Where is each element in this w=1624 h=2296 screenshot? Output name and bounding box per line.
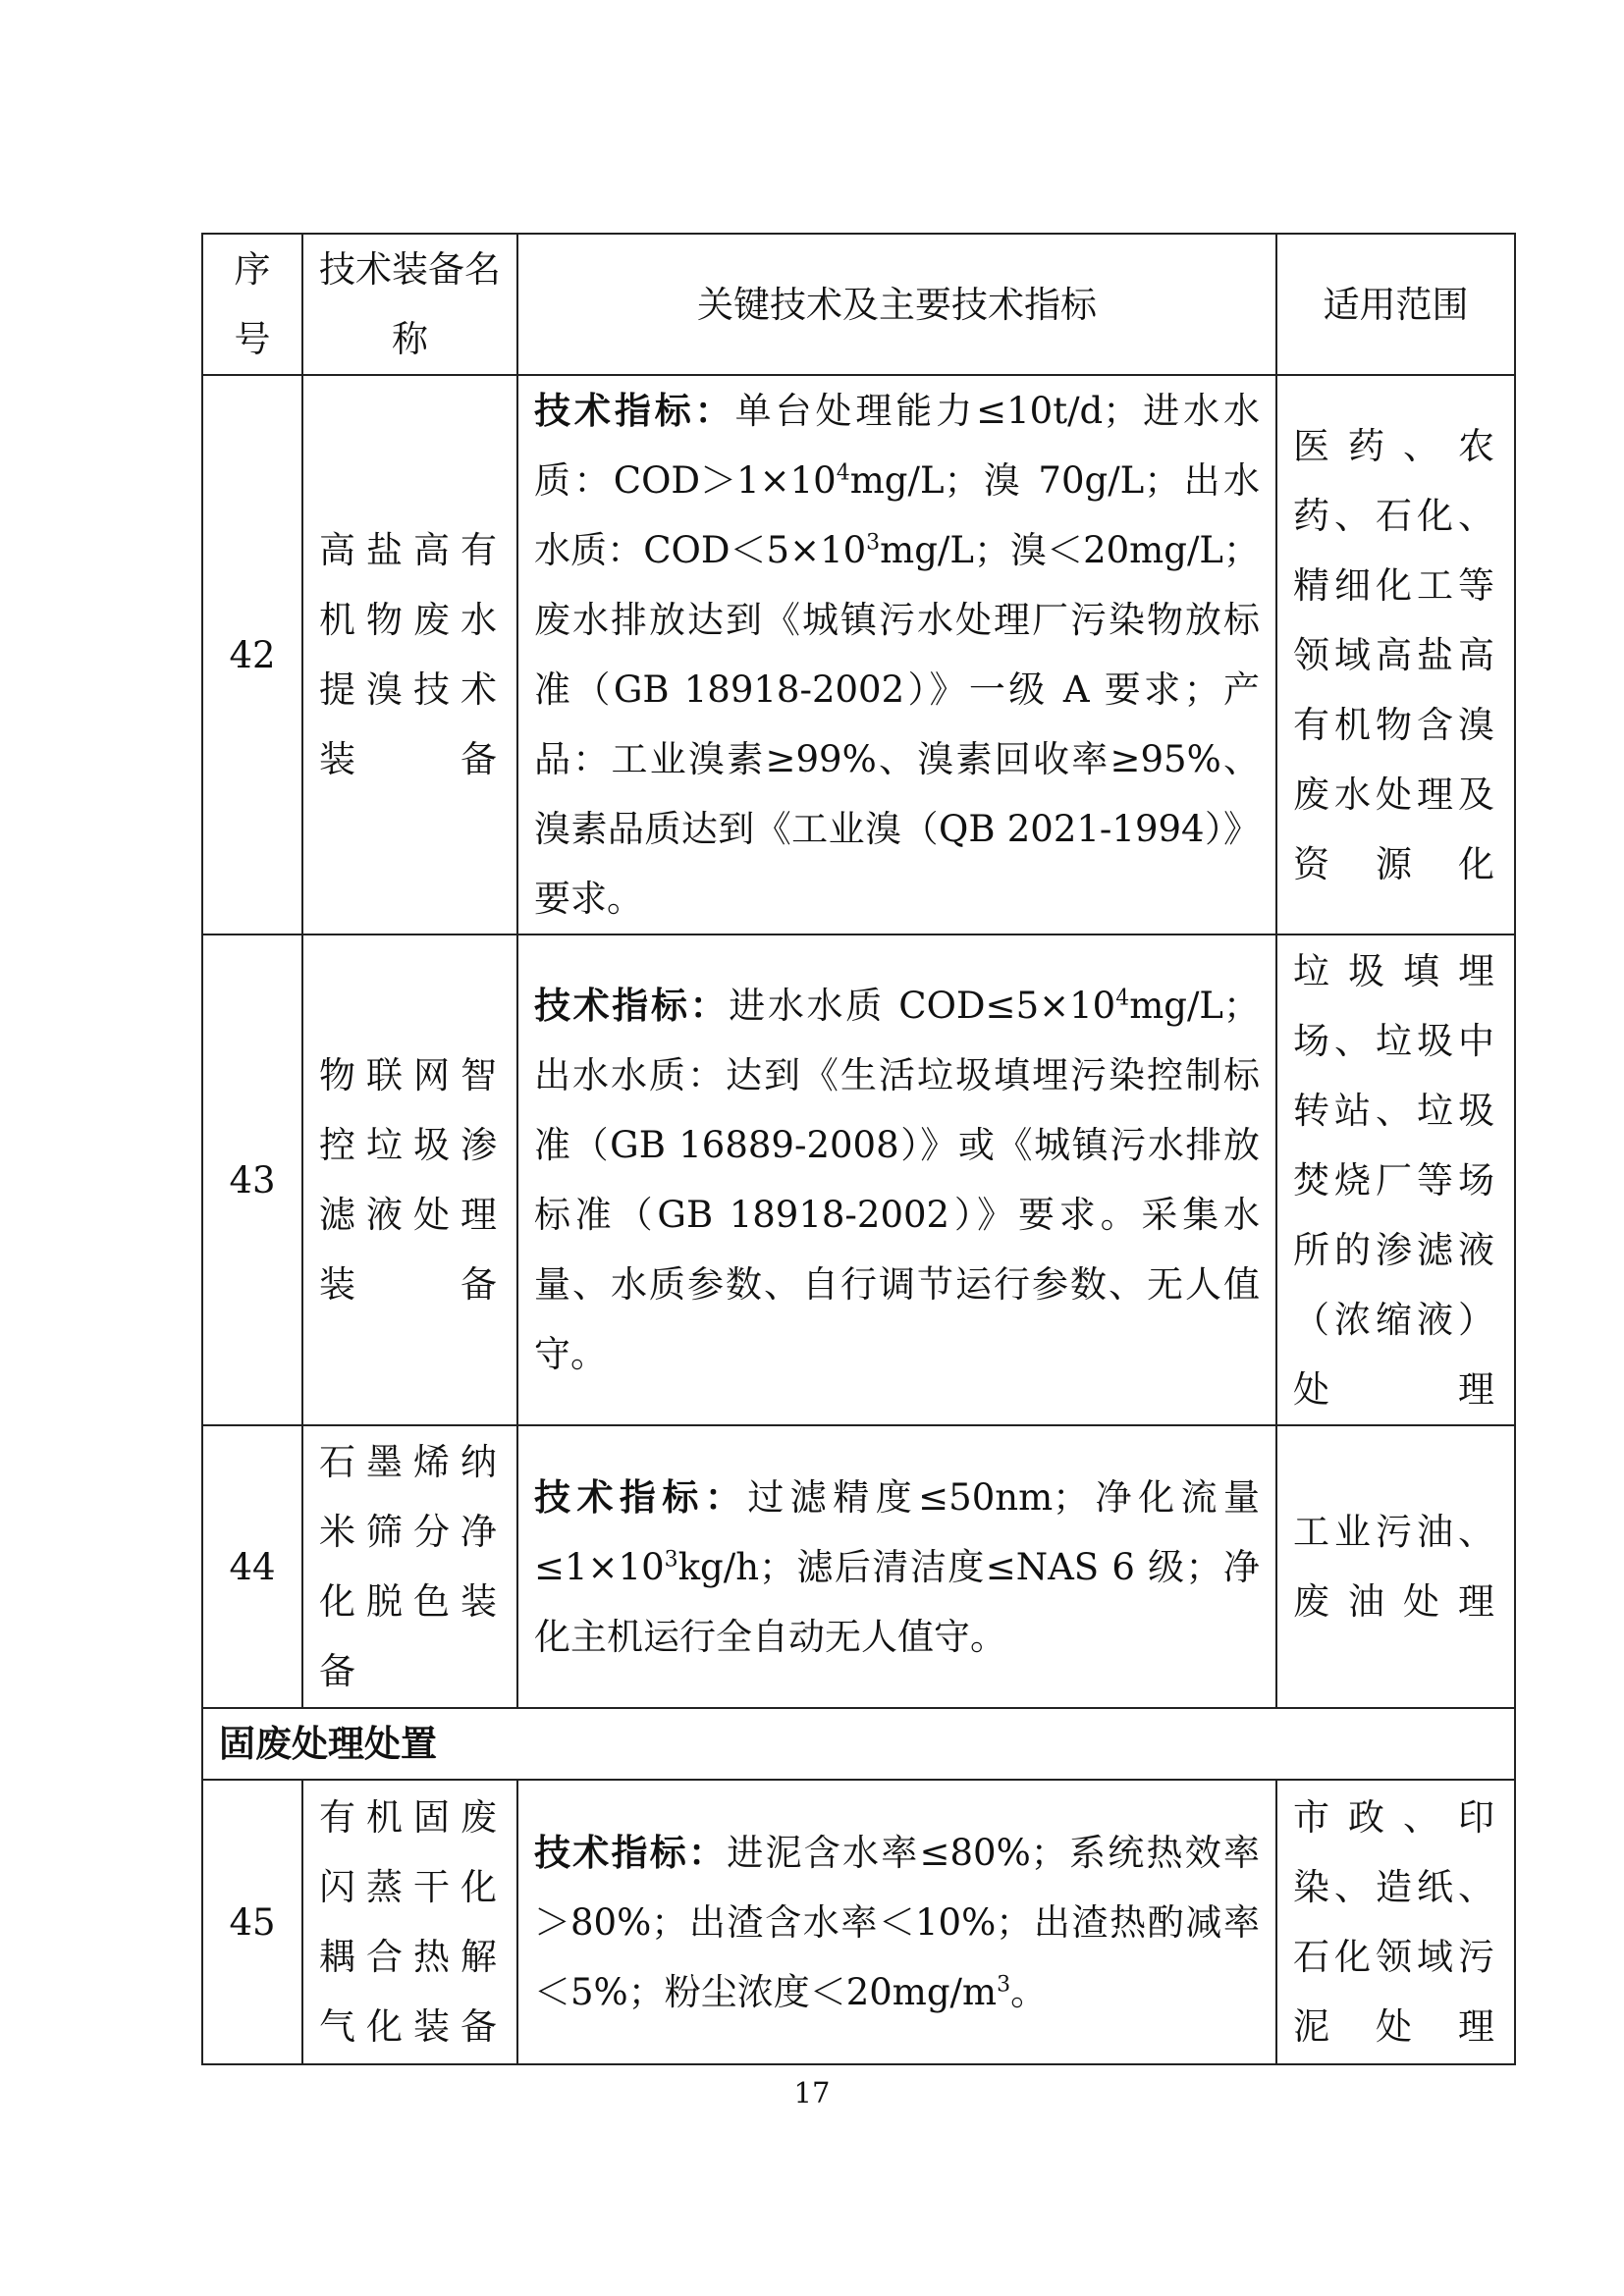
row-tech <box>517 375 1276 934</box>
tech-text: mg/L；溴＜20mg/L；废水排放达到《城镇污水处理厂污染物放标准（GB 18918-2002）》一级 A 要求；产品：工业溴素≥99%、溴素回收率≥95%、溴素品质达到《工业溴（QB 2021-1994）》要求。 <box>534 529 1260 920</box>
header-no: 序号 <box>202 234 302 375</box>
row-name: 物联网智控垃圾渗滤液处理装备 <box>302 934 517 1425</box>
row-no: 44 <box>202 1425 302 1708</box>
tech-label: 技术指标： <box>534 1474 748 1519</box>
row-scope: 市政、印染、造纸、石化领域污泥处理 <box>1276 1780 1515 2064</box>
table-header-row <box>202 234 1515 375</box>
tech-label: 技术指标： <box>534 1830 728 1874</box>
tech-text: 进泥含水率≤80%；系统热效率＞80%；出渣含水率＜10%；出渣热酌减率＜5%；粉尘浓度＜20mg/m <box>534 1831 1260 2013</box>
row-no: 42 <box>202 375 302 934</box>
tech-sup: 3 <box>866 530 881 556</box>
tech-sup: 3 <box>997 1972 1011 1998</box>
section-row <box>202 1708 1515 1780</box>
row-scope: 医药、农药、石化、精细化工等领域高盐高有机物含溴废水处理及资源化 <box>1276 375 1515 934</box>
tech-text: 进水水质 COD≤5×10 <box>729 985 1116 1027</box>
tech-text: mg/L；出水水质：达到《生活垃圾填埋污染控制标准（GB 16889-2008）》或《城镇污水排放标准（GB 18918-2002）》要求。采集水量、水质参数、自行调节运行参数、无人值守。 <box>534 985 1260 1375</box>
tech-text: 。 <box>1010 1970 1048 2013</box>
tech-sup: 4 <box>836 460 850 486</box>
tech-sup: 4 <box>1115 986 1130 1011</box>
header-name: 技术装备名称 <box>302 234 517 375</box>
row-name: 石墨烯纳米筛分净化脱色装备 <box>302 1425 517 1708</box>
row-tech <box>517 1780 1276 2064</box>
row-name: 有机固废闪蒸干化耦合热解气化装备 <box>302 1780 517 2064</box>
tech-text: mg/L；溴 70g/L；出水水质：COD＜5×10 <box>534 459 1260 571</box>
header-scope: 适用范围 <box>1276 234 1515 375</box>
row-no: 45 <box>202 1780 302 2064</box>
section-title: 固废处理处置 <box>202 1708 1515 1780</box>
row-no: 43 <box>202 934 302 1425</box>
tech-text: kg/h；滤后清洁度≤NAS 6 级；净化主机运行全自动无人值守。 <box>534 1545 1260 1658</box>
technology-table <box>201 233 1516 2065</box>
tech-text: 单台处理能力≤10t/d；进水水质：COD＞1×10 <box>534 390 1260 502</box>
tech-label: 技术指标： <box>534 984 730 1027</box>
row-scope: 工业污油、废油处理 <box>1276 1425 1515 1708</box>
header-tech: 关键技术及主要技术指标 <box>517 234 1276 375</box>
tech-text: 过滤精度≤50nm；净化流量≤1×10 <box>534 1475 1261 1588</box>
tech-sup: 3 <box>664 1547 678 1573</box>
tech-label: 技术指标： <box>534 389 735 432</box>
table-row <box>202 1425 1515 1708</box>
row-scope: 垃圾填埋场、垃圾中转站、垃圾焚烧厂等场所的渗滤液（浓缩液）处理 <box>1276 934 1515 1425</box>
table-row <box>202 1780 1515 2064</box>
table-row <box>202 375 1515 934</box>
row-tech <box>517 1425 1276 1708</box>
page-number: 17 <box>793 2076 831 2109</box>
table-row <box>202 934 1515 1425</box>
row-name: 高盐高有机物废水提溴技术装备 <box>302 375 517 934</box>
row-tech <box>517 934 1276 1425</box>
